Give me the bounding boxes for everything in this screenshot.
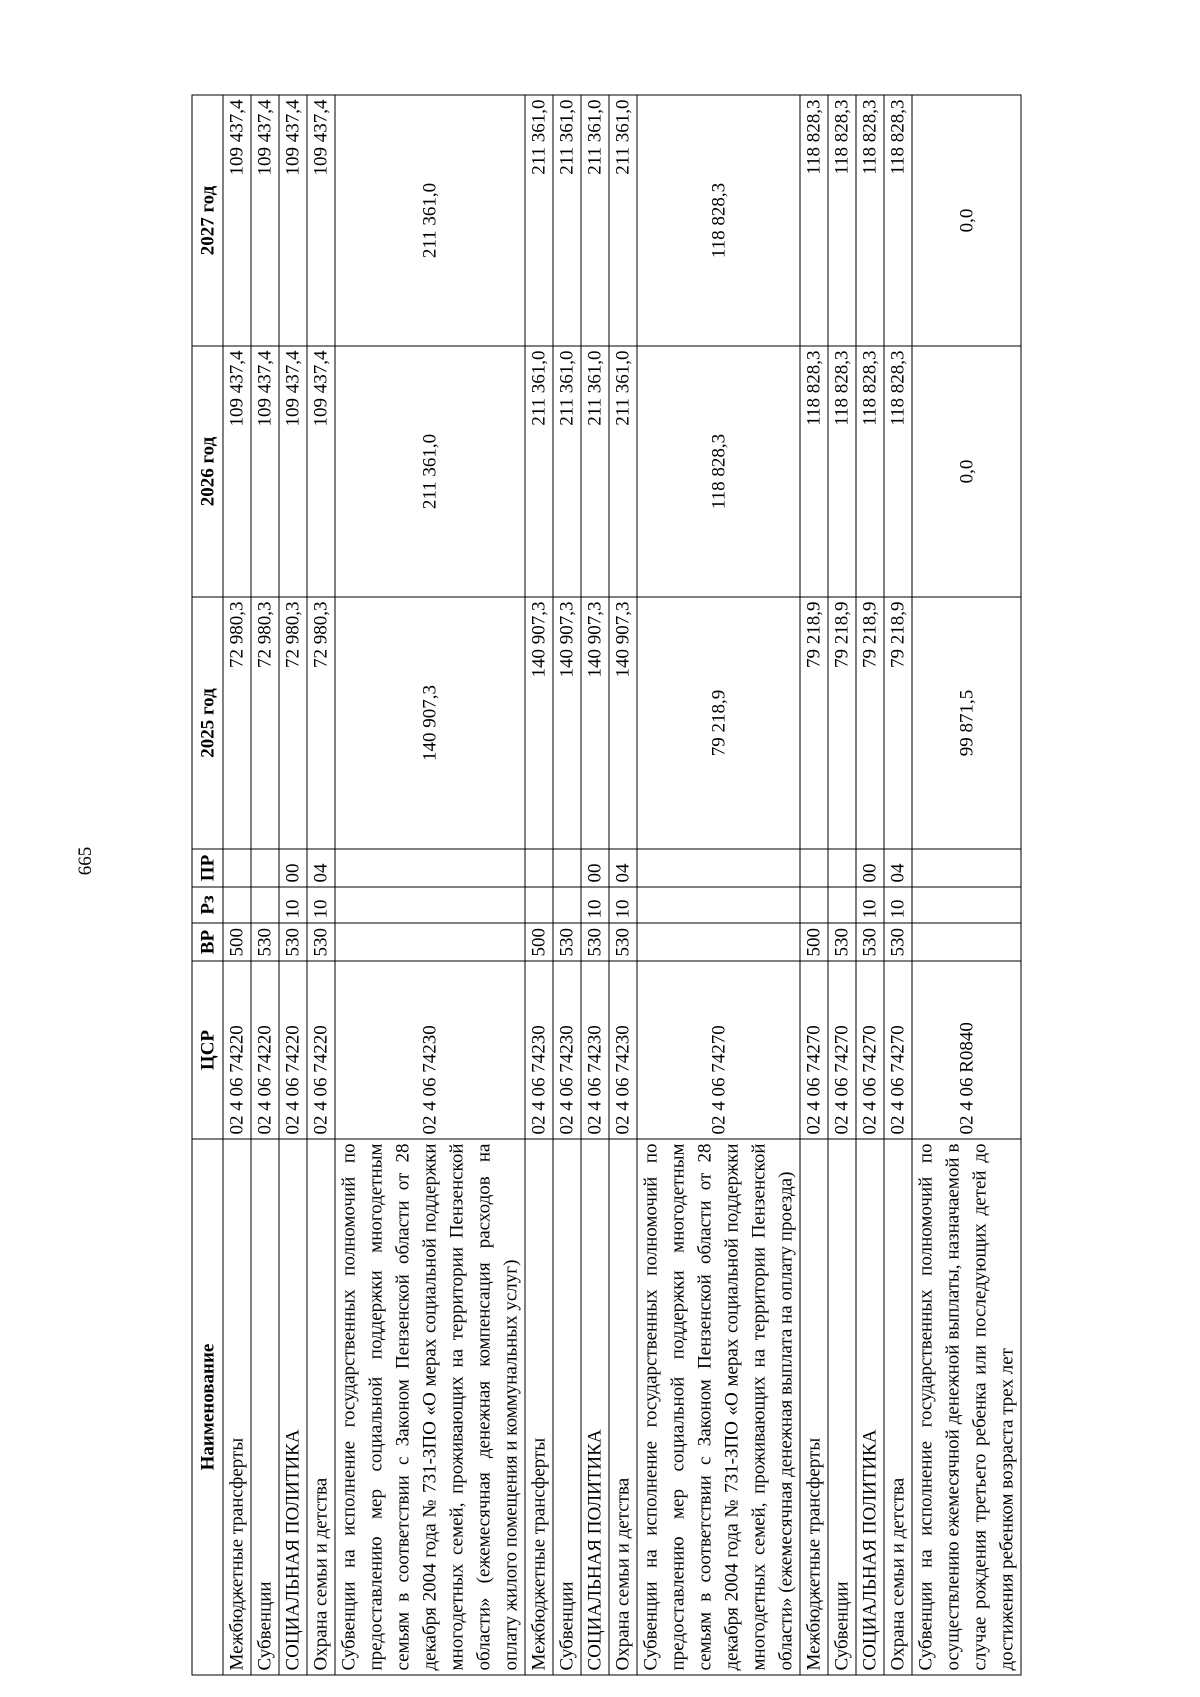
- row-2027: 109 437,4: [223, 95, 251, 346]
- header-rz: Рз: [192, 887, 223, 923]
- row-csr: 02 4 06 74220: [223, 961, 251, 1139]
- row-rz: 10: [884, 887, 912, 923]
- table-row: [279, 95, 307, 1675]
- row-2027: 118 828,3: [884, 95, 912, 346]
- row-rz: 10: [307, 887, 335, 923]
- table-row: [637, 95, 800, 1675]
- header-pr: ПР: [192, 849, 223, 887]
- row-2027: 211 361,0: [553, 95, 581, 346]
- row-2025: 72 980,3: [251, 597, 279, 849]
- row-pr: [335, 849, 525, 887]
- row-pr: 00: [856, 849, 884, 887]
- row-vr: 530: [609, 923, 637, 961]
- row-name: Субвенции на исполнение государственных полномочий по осуществлению ежемесячной денежной выплаты, назначаемой в случае рождения третьего ребенка или последующих детей до достижения ребенком возраста трех лет: [912, 1139, 1021, 1675]
- row-2027: 109 437,4: [279, 95, 307, 346]
- row-rz: 10: [279, 887, 307, 923]
- row-name: СОЦИАЛЬНАЯ ПОЛИТИКА: [279, 1139, 307, 1675]
- row-vr: 530: [307, 923, 335, 961]
- row-2026: 211 361,0: [581, 346, 609, 597]
- row-csr: 02 4 06 74270: [884, 961, 912, 1139]
- table-row: [609, 95, 637, 1675]
- row-2026: 211 361,0: [335, 346, 525, 597]
- row-csr: 02 4 06 74230: [553, 961, 581, 1139]
- row-2026: 118 828,3: [856, 346, 884, 597]
- row-2027: 118 828,3: [828, 95, 856, 346]
- row-vr: 500: [800, 923, 828, 961]
- row-vr: 530: [581, 923, 609, 961]
- row-pr: 00: [279, 849, 307, 887]
- row-pr: 04: [609, 849, 637, 887]
- row-2027: 211 361,0: [525, 95, 553, 346]
- row-rz: [525, 887, 553, 923]
- budget-table-container: [192, 96, 1129, 1676]
- budget-table: [192, 95, 1022, 1676]
- row-name: Охрана семьи и детства: [609, 1139, 637, 1675]
- row-csr: 02 4 06 74270: [856, 961, 884, 1139]
- row-2026: 211 361,0: [609, 346, 637, 597]
- row-rz: [335, 887, 525, 923]
- row-vr: 530: [884, 923, 912, 961]
- row-name: Субвенции: [828, 1139, 856, 1675]
- row-vr: [335, 923, 525, 961]
- header-csr: ЦСР: [192, 961, 223, 1139]
- page-number: 665: [75, 846, 96, 876]
- row-2026: 109 437,4: [223, 346, 251, 597]
- row-pr: [251, 849, 279, 887]
- row-2025: 79 218,9: [828, 597, 856, 849]
- row-csr: 02 4 06 74230: [609, 961, 637, 1139]
- row-2025: 140 907,3: [609, 597, 637, 849]
- row-csr: 02 4 06 74220: [279, 961, 307, 1139]
- row-2025: 140 907,3: [581, 597, 609, 849]
- row-csr: 02 4 06 74270: [800, 961, 828, 1139]
- table-row: [912, 95, 1021, 1675]
- row-vr: 530: [856, 923, 884, 961]
- row-rz: [637, 887, 800, 923]
- row-rz: 10: [581, 887, 609, 923]
- row-vr: 530: [251, 923, 279, 961]
- row-pr: [553, 849, 581, 887]
- table-row: [307, 95, 335, 1675]
- row-pr: [637, 849, 800, 887]
- row-pr: 04: [884, 849, 912, 887]
- row-rz: [828, 887, 856, 923]
- row-2025: 79 218,9: [637, 597, 800, 849]
- row-rz: [223, 887, 251, 923]
- row-2025: 72 980,3: [223, 597, 251, 849]
- row-2026: 118 828,3: [884, 346, 912, 597]
- row-csr: 02 4 06 74270: [637, 961, 800, 1139]
- row-name: Субвенции на исполнение государственных полномочий по предоставлению мер социальной поддержки многодетным семьям в соответствии с Законом Пензенской области от 28 декабря 2004 года № 731-ЗПО «О мерах социальной поддержки многодетных семей, проживающих на территории Пензенской области» (ежемесячная денежная выплата на оплату проезда): [637, 1139, 800, 1675]
- table-row: [251, 95, 279, 1675]
- table-row: [223, 95, 251, 1675]
- row-2026: 118 828,3: [800, 346, 828, 597]
- row-pr: [525, 849, 553, 887]
- row-2027: 109 437,4: [307, 95, 335, 346]
- row-pr: 04: [307, 849, 335, 887]
- row-name: Межбюджетные трансферты: [525, 1139, 553, 1675]
- row-2025: 79 218,9: [884, 597, 912, 849]
- row-2027: 118 828,3: [637, 95, 800, 346]
- row-2026: 109 437,4: [307, 346, 335, 597]
- row-2026: 211 361,0: [525, 346, 553, 597]
- table-row: [828, 95, 856, 1675]
- row-2026: 118 828,3: [637, 346, 800, 597]
- row-2025: 72 980,3: [307, 597, 335, 849]
- table-row: [884, 95, 912, 1675]
- row-2025: 140 907,3: [525, 597, 553, 849]
- table-row: [553, 95, 581, 1675]
- table-row: [581, 95, 609, 1675]
- row-2025: 79 218,9: [800, 597, 828, 849]
- row-2025: 140 907,3: [335, 597, 525, 849]
- row-2027: 211 361,0: [335, 95, 525, 346]
- header-2027: 2027 год: [192, 95, 223, 346]
- row-vr: 530: [828, 923, 856, 961]
- row-vr: [912, 923, 1021, 961]
- row-vr: 530: [553, 923, 581, 961]
- row-2025: 140 907,3: [553, 597, 581, 849]
- row-csr: 02 4 06 74220: [307, 961, 335, 1139]
- row-2026: 0,0: [912, 346, 1021, 597]
- header-2025: 2025 год: [192, 597, 223, 849]
- row-2027: 109 437,4: [251, 95, 279, 346]
- row-name: Охрана семьи и детства: [307, 1139, 335, 1675]
- row-csr: 02 4 06 R0840: [912, 961, 1021, 1139]
- row-vr: 500: [525, 923, 553, 961]
- row-2026: 109 437,4: [279, 346, 307, 597]
- row-name: Субвенции: [251, 1139, 279, 1675]
- row-rz: [800, 887, 828, 923]
- table-row: [525, 95, 553, 1675]
- header-name: Наименование: [192, 1139, 223, 1675]
- row-csr: 02 4 06 74230: [525, 961, 553, 1139]
- row-pr: [828, 849, 856, 887]
- row-csr: 02 4 06 74270: [828, 961, 856, 1139]
- row-pr: [800, 849, 828, 887]
- row-2026: 109 437,4: [251, 346, 279, 597]
- row-vr: [637, 923, 800, 961]
- row-pr: [912, 849, 1021, 887]
- row-2025: 72 980,3: [279, 597, 307, 849]
- row-vr: 530: [279, 923, 307, 961]
- row-name: Охрана семьи и детства: [884, 1139, 912, 1675]
- table-row: [800, 95, 828, 1675]
- row-rz: 10: [609, 887, 637, 923]
- row-2026: 118 828,3: [828, 346, 856, 597]
- row-name: Субвенции: [553, 1139, 581, 1675]
- row-csr: 02 4 06 74220: [251, 961, 279, 1139]
- row-name: Межбюджетные трансферты: [223, 1139, 251, 1675]
- header-vr: ВР: [192, 923, 223, 961]
- row-2025: 99 871,5: [912, 597, 1021, 849]
- row-name: Субвенции на исполнение государственных полномочий по предоставлению мер социальной поддержки многодетным семьям в соответствии с Законом Пензенской области от 28 декабря 2004 года № 731-ЗПО «О мерах социальной поддержки многодетных семей, проживающих на территории Пензенской области» (ежемесячная денежная компенсация расходов на оплату жилого помещения и коммунальных услуг): [335, 1139, 525, 1675]
- row-2027: 118 828,3: [800, 95, 828, 346]
- row-2026: 211 361,0: [553, 346, 581, 597]
- row-rz: 10: [856, 887, 884, 923]
- header-2026: 2026 год: [192, 346, 223, 597]
- row-2027: 0,0: [912, 95, 1021, 346]
- row-vr: 500: [223, 923, 251, 961]
- row-pr: [223, 849, 251, 887]
- row-rz: [553, 887, 581, 923]
- row-csr: 02 4 06 74230: [335, 961, 525, 1139]
- row-pr: 00: [581, 849, 609, 887]
- row-2025: 79 218,9: [856, 597, 884, 849]
- table-row: [856, 95, 884, 1675]
- table-header-row: [192, 95, 223, 1675]
- row-rz: [251, 887, 279, 923]
- row-csr: 02 4 06 74230: [581, 961, 609, 1139]
- row-name: СОЦИАЛЬНАЯ ПОЛИТИКА: [581, 1139, 609, 1675]
- row-2027: 211 361,0: [609, 95, 637, 346]
- row-2027: 118 828,3: [856, 95, 884, 346]
- row-name: СОЦИАЛЬНАЯ ПОЛИТИКА: [856, 1139, 884, 1675]
- row-rz: [912, 887, 1021, 923]
- row-name: Межбюджетные трансферты: [800, 1139, 828, 1675]
- row-2027: 211 361,0: [581, 95, 609, 346]
- table-row: [335, 95, 525, 1675]
